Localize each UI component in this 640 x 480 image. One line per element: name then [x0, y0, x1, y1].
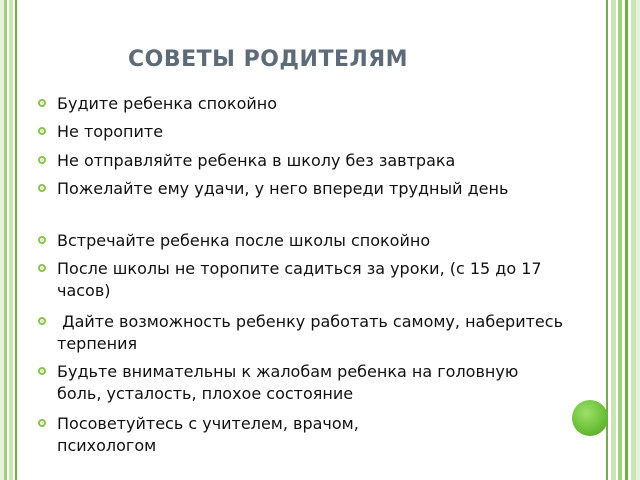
bullet-icon: [38, 99, 46, 107]
list-item-text: Не торопите: [57, 122, 164, 141]
list-item-text: Посоветуйтесь с учителем, врачом, психологом: [57, 414, 359, 455]
bullet-icon: [38, 367, 46, 375]
bullet-icon: [38, 156, 46, 164]
list-item-text: Встречайте ребенка после школы спокойно: [57, 231, 431, 250]
list-item-text: Пожелайте ему удачи, у него впереди трудный день: [57, 179, 509, 198]
bullet-icon: [38, 127, 46, 135]
left-decorative-border: [0, 0, 20, 480]
bullet-icon: [38, 264, 46, 272]
bullet-icon: [38, 317, 46, 325]
slide-title: СОВЕТЫ РОДИТЕЛЯМ: [128, 47, 409, 72]
list-item-text: После школы не торопите садиться за уроки, (с 15 до 17 часов): [57, 259, 542, 300]
list-item-text: Будьте внимательны к жалобам ребенка на головную боль, усталость, плохое состояние: [57, 362, 519, 403]
decorative-green-circle: [572, 400, 608, 436]
right-decorative-border: [606, 0, 640, 480]
bullet-icon: [38, 236, 46, 244]
bullet-icon: [38, 419, 46, 427]
list-item-text: Не отправляйте ребенка в школу без завтрака: [57, 151, 456, 170]
list-item-text: Дайте возможность ребенку работать самому, наберитесь терпения: [57, 312, 569, 353]
list-item-text: Будите ребенка спокойно: [57, 94, 278, 113]
bullet-icon: [38, 184, 46, 192]
